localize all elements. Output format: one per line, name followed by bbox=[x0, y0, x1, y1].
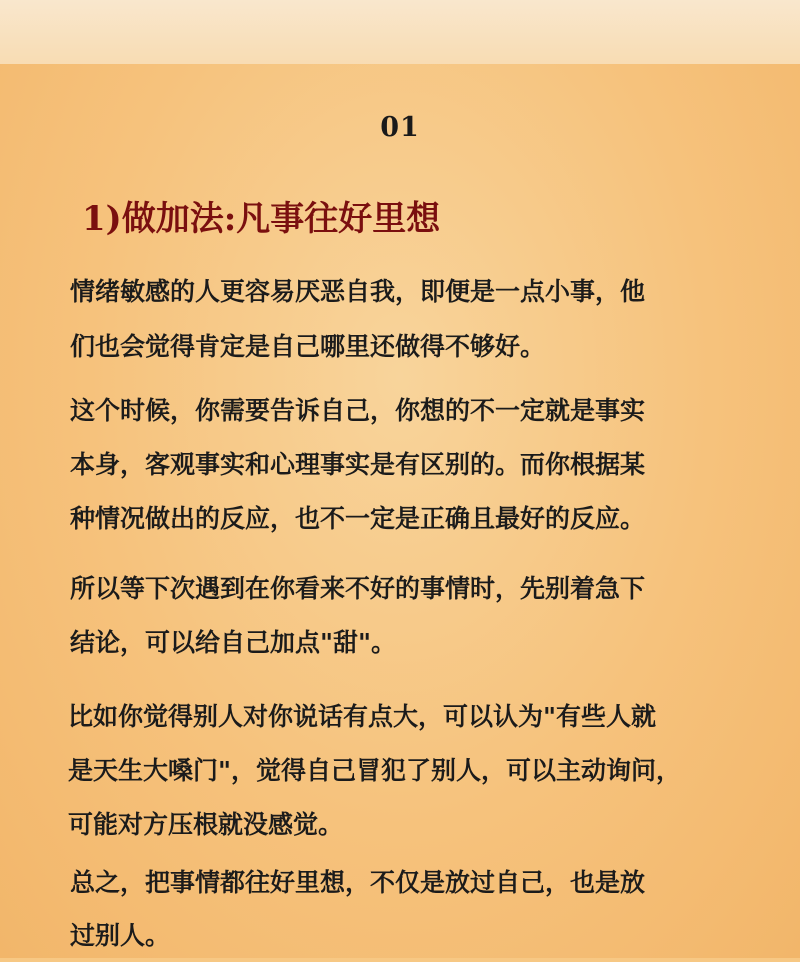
paragraph-1 bbox=[70, 264, 645, 374]
paragraph-4 bbox=[68, 690, 681, 852]
paragraph-line: 这个时候，你需要告诉自己，你想的不一定就是事实 bbox=[70, 396, 646, 425]
paragraph-line: 本身，客观事实和心理事实是有区别的。而你根据某 bbox=[70, 450, 646, 479]
paragraph-line: 可能对方压根就没感觉。 bbox=[68, 810, 344, 839]
paragraph-line: 比如你觉得别人对你说话有点大，可以认为"有些人就 bbox=[68, 702, 657, 731]
paragraph-line: 是天生大嗓门"，觉得自己冒犯了别人，可以主动询问， bbox=[68, 756, 682, 785]
paragraph-line: 情绪敏感的人更容易厌恶自我，即便是一点小事，他 bbox=[70, 277, 646, 306]
paragraph-3 bbox=[70, 562, 645, 670]
paragraph-line: 种情况做出的反应，也不一定是正确且最好的反应。 bbox=[70, 504, 646, 533]
top-margin-band bbox=[0, 0, 800, 64]
paragraph-line: 总之，把事情都往好里想，不仅是放过自己，也是放 bbox=[70, 868, 646, 897]
section-number: 01 bbox=[380, 112, 420, 143]
paragraph-line: 过别人。 bbox=[70, 921, 171, 950]
section-heading: 1)做加法:凡事往好里想 bbox=[82, 199, 441, 239]
paragraph-line: 所以等下次遇到在你看来不好的事情时，先别着急下 bbox=[70, 574, 646, 603]
paragraph-5 bbox=[70, 856, 645, 962]
paragraph-2 bbox=[70, 384, 645, 546]
paragraph-line: 结论，可以给自己加点"甜"。 bbox=[70, 628, 397, 657]
paragraph-line: 们也会觉得肯定是自己哪里还做得不够好。 bbox=[70, 332, 546, 361]
